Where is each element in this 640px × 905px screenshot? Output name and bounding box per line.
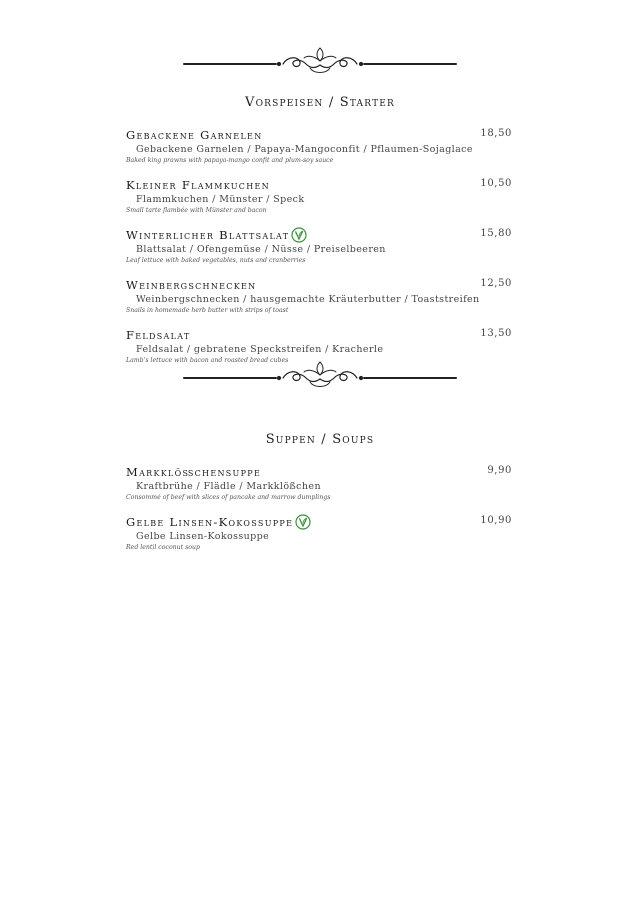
ornamental-divider-middle-icon	[180, 360, 460, 394]
soups-menu	[126, 464, 512, 564]
ornamental-divider-top-icon	[180, 46, 460, 80]
dish-price: 15,80	[480, 228, 512, 239]
dish-description-de: Feldsalat / gebratene Speckstreifen / Kracherle	[136, 344, 384, 355]
dish-description-en: Snails in homemade herb butter with strips of toast	[126, 307, 289, 314]
dish-description-en: Lamb's lettuce with bacon and roasted bread cubes	[126, 357, 289, 364]
dish-description-de: Blattsalat / Ofengemüse / Nüsse / Preiselbeeren	[136, 244, 386, 255]
section-title-soups: Suppen / Soups	[265, 432, 375, 447]
dish-price: 10,50	[480, 178, 512, 189]
menu-item	[126, 227, 512, 266]
menu-item	[126, 514, 512, 553]
dish-price: 10,90	[480, 515, 512, 526]
dish-name: Gebackene Garnelen	[126, 128, 263, 142]
dish-description-en: Red lentil coconut soup	[126, 544, 200, 551]
dish-description-de: Kraftbrühe / Flädle / Markklößchen	[136, 481, 321, 492]
dish-name: Markklößchensuppe	[126, 465, 262, 479]
menu-item	[126, 464, 512, 503]
menu-item	[126, 127, 512, 166]
dish-description-en: Small tarte flambée with Münster and bacon	[126, 207, 267, 214]
dish-description-en: Baked king prawns with papaya-mango confit and plum-soy sauce	[126, 157, 334, 164]
dish-name: Feldsalat	[126, 328, 191, 342]
dish-name-row	[126, 227, 512, 243]
menu-item	[126, 277, 512, 316]
dish-description-en: Consommé of beef with slices of pancake and marrow dumplings	[126, 494, 331, 501]
dish-description-de: Weinbergschnecken / hausgemachte Kräuterbutter / Toaststreifen	[136, 294, 480, 305]
dish-description-de: Gebackene Garnelen / Papaya-Mangoconfit / Pflaumen-Sojaglace	[136, 144, 473, 155]
section-title-starters: Vorspeisen / Starter	[244, 95, 396, 110]
dish-name: Weinbergschnecken	[126, 278, 257, 292]
menu-item	[126, 177, 512, 216]
dish-name: Winterlicher Blattsalat	[126, 228, 290, 242]
dish-price: 9,90	[487, 465, 512, 476]
dish-name: Kleiner Flammkuchen	[126, 178, 270, 192]
dish-price: 13,50	[480, 328, 512, 339]
dish-price: 18,50	[480, 128, 512, 139]
vegetarian-v-icon	[291, 227, 307, 243]
vegetarian-v-icon	[295, 514, 311, 530]
dish-price: 12,50	[480, 278, 512, 289]
dish-description-en: Leaf lettuce with baked vegetables, nuts and cranberries	[126, 257, 306, 264]
dish-description-de: Gelbe Linsen-Kokossuppe	[136, 531, 270, 542]
dish-name: Gelbe Linsen-Kokossuppe	[126, 515, 294, 529]
starters-menu	[126, 127, 512, 377]
dish-description-de: Flammkuchen / Münster / Speck	[136, 194, 305, 205]
dish-name-row	[126, 514, 512, 530]
